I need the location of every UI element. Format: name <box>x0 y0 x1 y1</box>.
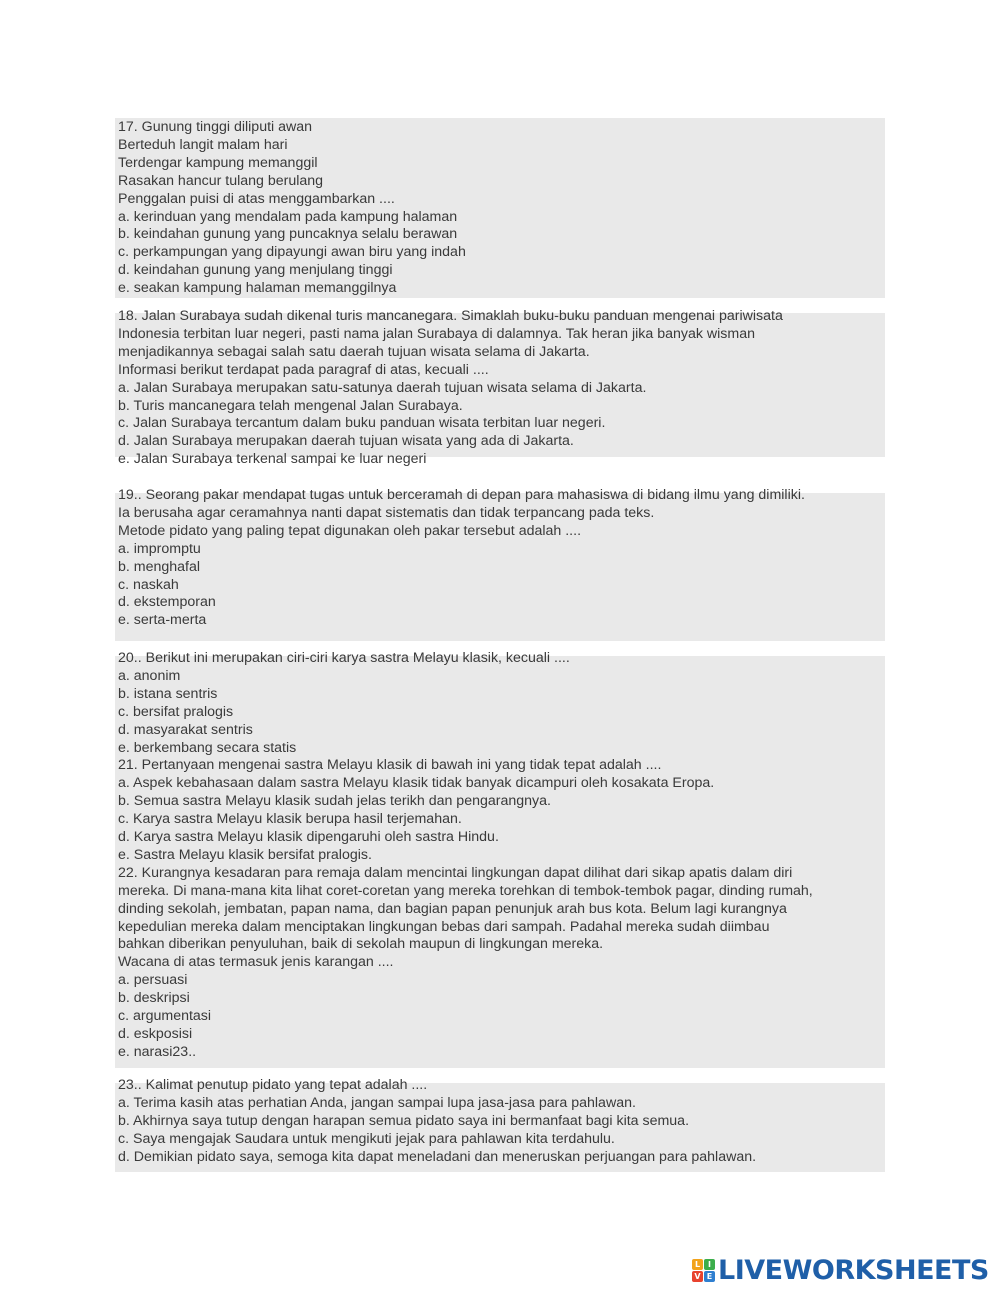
question-text-line: Rasakan hancur tulang berulang <box>118 172 324 189</box>
question-text-line: c. bersifat pralogis <box>118 703 234 720</box>
question-text-line: d. eskposisi <box>118 1025 193 1042</box>
question-text-line: b. keindahan gunung yang puncaknya selalu berawan <box>118 226 458 243</box>
question-text-line: e. narasi23.. <box>118 1043 197 1060</box>
question-text-line: a. Terima kasih atas perhatian Anda, jangan sampai lupa jasa-jasa para pahlawan. <box>118 1094 636 1111</box>
question-block <box>115 487 885 641</box>
question-block <box>115 308 885 468</box>
question-text-line: b. istana sentris <box>118 685 218 702</box>
question-text-line: Terdengar kampung memanggil <box>118 154 318 171</box>
question-text-line: d. keindahan gunung yang menjulang tinggi <box>118 262 393 279</box>
question-block <box>115 1077 885 1172</box>
question-text-line: d. Jalan Surabaya merupakan daerah tujuan wisata yang ada di Jakarta. <box>118 433 574 450</box>
question-text-line: a. anonim <box>118 667 181 684</box>
question-text-line: b. deskripsi <box>118 990 190 1007</box>
question-text-line: Berteduh langit malam hari <box>118 136 288 153</box>
question-text-line: Penggalan puisi di atas menggambarkan .... <box>118 190 395 207</box>
question-text-line: 17. Gunung tinggi diliputi awan <box>118 119 313 135</box>
question-text-line: 21. Pertanyaan mengenai sastra Melayu klasik di bawah ini yang tidak tepat adalah .... <box>118 757 662 774</box>
question-text-line: e. Jalan Surabaya terkenal sampai ke luar negeri <box>118 451 427 468</box>
question-text-line: e. Sastra Melayu klasik bersifat pralogis. <box>118 846 372 863</box>
question-text-line: Indonesia terbitan luar negeri, pasti nama jalan Surabaya di dalamnya. Tak heran jika banyak wisman <box>118 325 755 342</box>
question-text-line: e. serta-merta <box>118 612 207 629</box>
question-text-line: a. Jalan Surabaya merupakan satu-satunya daerah tujuan wisata selama di Jakarta. <box>118 379 647 396</box>
question-text-line: d. ekstemporan <box>118 594 216 611</box>
question-text-line: 23.. Kalimat penutup pidato yang tepat adalah .... <box>118 1077 428 1093</box>
logo-mark-letter: V <box>692 1271 703 1282</box>
question-text-line: mereka. Di mana-mana kita lihat coret-coretan yang mereka torehkan di tembok-tembok pagar, dinding rumah, <box>118 882 813 899</box>
question-text-line: a. kerinduan yang mendalam pada kampung halaman <box>118 208 458 225</box>
question-text-line: bahkan diberikan penyuluhan, baik di sekolah maupun di lingkungan mereka. <box>118 936 604 953</box>
question-text-line: e. berkembang secara statis <box>118 739 297 756</box>
question-block <box>115 650 885 1068</box>
question-text-line: c. Saya mengajak Saudara untuk mengikuti jejak para pahlawan kita terdahulu. <box>118 1130 615 1147</box>
question-text-line: Ia berusaha agar ceramahnya nanti dapat sistematis dan tidak terpancang pada teks. <box>118 504 655 521</box>
question-text-line: dinding sekolah, jembatan, papan nama, dan bagian papan penunjuk arah bus kota. Belum lagi kurangnya <box>118 900 787 917</box>
question-text-line: c. Jalan Surabaya tercantum dalam buku panduan wisata terbitan luar negeri. <box>118 415 606 432</box>
logo-mark-letter: E <box>704 1271 715 1282</box>
question-text-line: a. persuasi <box>118 972 188 989</box>
question-text-line: d. masyarakat sentris <box>118 721 253 738</box>
question-text-line: c. naskah <box>118 576 179 593</box>
logo-mark-letter: I <box>704 1259 715 1270</box>
question-text-line: a. Aspek kebahasaan dalam sastra Melayu klasik tidak banyak dicampuri oleh kosakata Eropa. <box>118 775 715 792</box>
question-text-line: 22. Kurangnya kesadaran para remaja dalam mencintai lingkungan dapat dilihat dari sikap apatis dalam diri <box>118 864 793 881</box>
question-text-line: 20.. Berikut ini merupakan ciri-ciri karya sastra Melayu klasik, kecuali .... <box>118 650 570 666</box>
question-text-line: d. Demikian pidato saya, semoga kita dapat meneladani dan meneruskan perjuangan para pahlawan. <box>118 1148 757 1165</box>
question-text-line: b. Akhirnya saya tutup dengan harapan semua pidato saya ini bermanfaat bagi kita semua. <box>118 1112 690 1129</box>
question-text-line: Wacana di atas termasuk jenis karangan .... <box>118 954 394 971</box>
question-text-line: b. Turis mancanegara telah mengenal Jalan Surabaya. <box>118 397 463 414</box>
logo-mark-letter: L <box>692 1259 703 1270</box>
question-block <box>115 118 885 298</box>
question-text-line: a. impromptu <box>118 540 201 557</box>
question-text-line: c. argumentasi <box>118 1008 212 1024</box>
question-text-line: d. Karya sastra Melayu klasik dipengaruhi oleh sastra Hindu. <box>118 829 499 845</box>
logo-mark-icon <box>692 1259 715 1282</box>
logo-text: LIVEWORKSHEETS <box>718 1254 989 1286</box>
question-text-line: e. seakan kampung halaman memanggilnya <box>118 280 397 297</box>
question-text-line: 18. Jalan Surabaya sudah dikenal turis mancanegara. Simaklah buku-buku panduan mengenai pariwisata <box>118 308 783 324</box>
question-text-line: b. menghafal <box>118 558 201 575</box>
question-text-line: b. Semua sastra Melayu klasik sudah jelas terikh dan pengarangnya. <box>118 793 551 810</box>
liveworksheets-logo[interactable] <box>692 1254 989 1286</box>
question-text-line: menjadikannya sebagai salah satu daerah tujuan wisata selama di Jakarta. <box>118 343 590 360</box>
question-text-line: c. perkampungan yang dipayungi awan biru yang indah <box>118 244 466 261</box>
question-text-line: Informasi berikut terdapat pada paragraf di atas, kecuali .... <box>118 361 489 378</box>
question-text-line: kepedulian mereka dalam menciptakan lingkungan bebas dari sampah. Padahal mereka sudah diimbau <box>118 918 770 935</box>
question-text-line: Metode pidato yang paling tepat digunakan oleh pakar tersebut adalah .... <box>118 522 582 539</box>
question-text-line: 19.. Seorang pakar mendapat tugas untuk berceramah di depan para mahasiswa di bidang ilmu yang dimiliki. <box>118 487 805 503</box>
question-text-line: c. Karya sastra Melayu klasik berupa hasil terjemahan. <box>118 811 462 828</box>
